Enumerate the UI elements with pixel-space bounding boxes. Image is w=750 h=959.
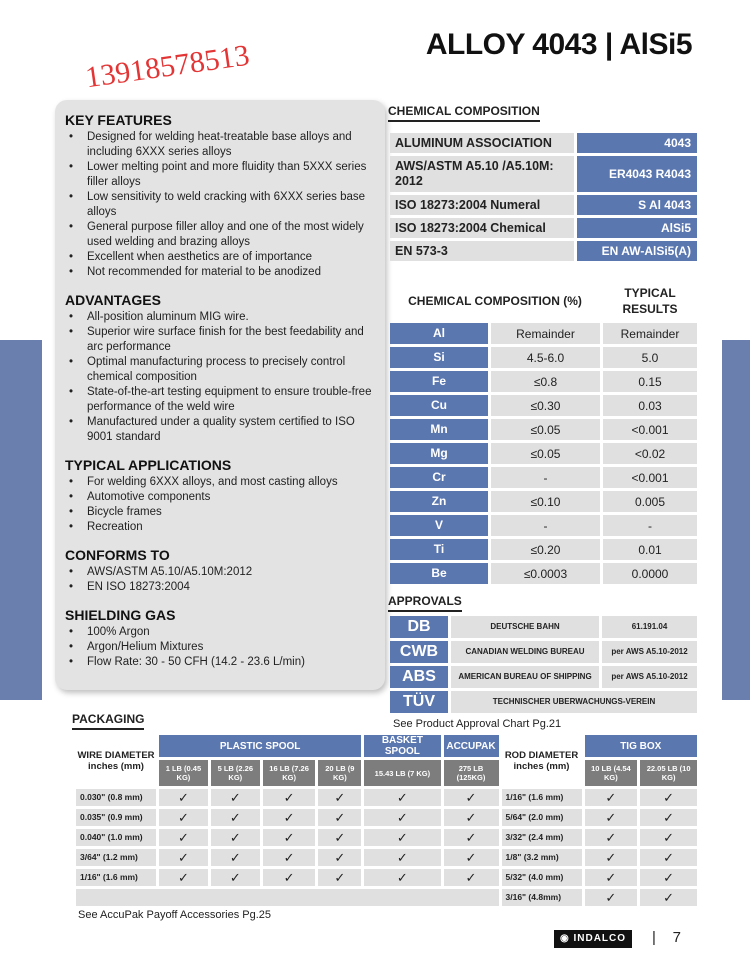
element: V	[390, 515, 488, 536]
element: Cu	[390, 395, 488, 416]
table-row	[76, 849, 697, 866]
rod-diameter: 5/32" (4.0 mm)	[502, 869, 582, 886]
list-item: • Excellent when aesthetics are of importance	[65, 250, 375, 265]
composition-range: ≤0.8	[491, 371, 600, 392]
typical-result: <0.001	[603, 419, 697, 440]
group-plastic: PLASTIC SPOOL	[159, 735, 361, 757]
list-item: • Manufactured under a quality system certified to ISO 9001 standard	[65, 415, 375, 445]
check-icon: ✓	[364, 789, 440, 806]
table-row	[390, 195, 697, 215]
check-icon: ✓	[640, 869, 697, 886]
table-row	[390, 443, 697, 464]
check-icon: ✓	[640, 849, 697, 866]
list-item: • Bicycle frames	[65, 505, 375, 520]
table-row	[390, 241, 697, 261]
composition-range: 4.5-6.0	[491, 347, 600, 368]
table-row	[76, 809, 697, 826]
packaging-note: See AccuPak Payoff Accessories Pg.25	[78, 909, 272, 921]
approval-code: TÜV	[390, 691, 448, 713]
table-row	[390, 691, 697, 713]
element: Mg	[390, 443, 488, 464]
spec-label: EN 573-3	[390, 241, 574, 261]
check-icon: ✓	[585, 849, 638, 866]
approval-code: ABS	[390, 666, 448, 688]
list-item: • Recreation	[65, 520, 375, 535]
check-icon: ✓	[640, 809, 697, 826]
list-item: • Automotive components	[65, 490, 375, 505]
composition-range: Remainder	[491, 323, 600, 344]
list-item: • For welding 6XXX alloys, and most casting alloys	[65, 475, 375, 490]
spec-value: ER4043 R4043	[577, 156, 697, 192]
table-row	[390, 347, 697, 368]
table-row	[390, 467, 697, 488]
spec-value: S Al 4043	[577, 195, 697, 215]
table-row	[390, 491, 697, 512]
check-icon: ✓	[444, 849, 499, 866]
section-heading: CONFORMS TO	[65, 547, 170, 563]
section-heading: KEY FEATURES	[65, 112, 172, 128]
size-header: 16 LB (7.26 KG)	[263, 760, 316, 786]
check-icon: ✓	[364, 829, 440, 846]
rod-diameter: 1/8" (3.2 mm)	[502, 849, 582, 866]
group-basket: BASKET SPOOL	[364, 735, 440, 757]
spec-value: AlSi5	[577, 218, 697, 238]
check-icon: ✓	[159, 849, 208, 866]
packaging-table	[73, 732, 700, 909]
typical-result: 0.15	[603, 371, 697, 392]
typical-result: Remainder	[603, 323, 697, 344]
table-row	[390, 218, 697, 238]
check-icon: ✓	[263, 849, 316, 866]
wire-header: WIRE DIAMETER inches (mm)	[76, 735, 156, 786]
page-number-value: 7	[672, 929, 681, 946]
approvals-heading: APPROVALS	[388, 594, 462, 612]
typical-result: 5.0	[603, 347, 697, 368]
table-row	[390, 563, 697, 584]
approval-body: AMERICAN BUREAU OF SHIPPING	[451, 666, 599, 688]
size-header: 275 LB (125KG)	[444, 760, 499, 786]
approvals-note: See Product Approval Chart Pg.21	[393, 718, 562, 730]
element: Ti	[390, 539, 488, 560]
spec-label: AWS/ASTM A5.10 /A5.10M: 2012	[390, 156, 574, 192]
list-item: • All-position aluminum MIG wire.	[65, 310, 375, 325]
list-item: • Lower melting point and more fluidity than 5XXX series filler alloys	[65, 160, 375, 190]
element: Al	[390, 323, 488, 344]
element: Fe	[390, 371, 488, 392]
page-title: ALLOY 4043 | AlSi5	[425, 28, 692, 61]
col-composition: CHEMICAL COMPOSITION (%)	[408, 294, 582, 308]
check-icon: ✓	[159, 789, 208, 806]
check-icon: ✓	[318, 809, 361, 826]
size-header: 15.43 LB (7 KG)	[364, 760, 440, 786]
check-icon: ✓	[211, 849, 260, 866]
element: Mn	[390, 419, 488, 440]
check-icon: ✓	[585, 829, 638, 846]
list-item: • Designed for welding heat-treatable base alloys and including 6XXX series alloys	[65, 130, 375, 160]
rod-diameter: 5/64" (2.0 mm)	[502, 809, 582, 826]
check-icon: ✓	[211, 829, 260, 846]
list-item: • Low sensitivity to weld cracking with 6XXX series base alloys	[65, 190, 375, 220]
check-icon: ✓	[585, 889, 638, 906]
check-icon: ✓	[585, 869, 638, 886]
table-row	[390, 133, 697, 153]
table-row	[390, 323, 697, 344]
check-icon: ✓	[364, 869, 440, 886]
table-row	[390, 666, 697, 688]
size-header: 5 LB (2.26 KG)	[211, 760, 260, 786]
feature-list	[65, 565, 375, 595]
wire-diameter: 1/16" (1.6 mm)	[76, 869, 156, 886]
table-row	[390, 395, 697, 416]
spec-label: ISO 18273:2004 Numeral	[390, 195, 574, 215]
rod-diameter: 3/32" (2.4 mm)	[502, 829, 582, 846]
approval-body: DEUTSCHE BAHN	[451, 616, 599, 638]
check-icon: ✓	[159, 829, 208, 846]
approvals-table	[387, 613, 700, 716]
size-header: 1 LB (0.45 KG)	[159, 760, 208, 786]
feature-list	[65, 130, 375, 280]
check-icon: ✓	[263, 809, 316, 826]
check-icon: ✓	[444, 789, 499, 806]
list-item: • Not recommended for material to be anodized	[65, 265, 375, 280]
check-icon: ✓	[444, 809, 499, 826]
element: Be	[390, 563, 488, 584]
section-heading: TYPICAL APPLICATIONS	[65, 457, 232, 473]
section-heading: SHIELDING GAS	[65, 607, 176, 623]
typical-result: <0.02	[603, 443, 697, 464]
table-row	[390, 156, 697, 192]
composition-range: ≤0.10	[491, 491, 600, 512]
section-heading: ADVANTAGES	[65, 292, 161, 308]
table-header	[76, 735, 697, 757]
approval-code: CWB	[390, 641, 448, 663]
composition-range: ≤0.20	[491, 539, 600, 560]
rod-header: ROD DIAMETER inches (mm)	[502, 735, 582, 786]
typical-result: 0.0000	[603, 563, 697, 584]
check-icon: ✓	[318, 869, 361, 886]
table-row	[76, 789, 697, 806]
table-row	[390, 539, 697, 560]
element: Cr	[390, 467, 488, 488]
composition-range: -	[491, 467, 600, 488]
size-row	[76, 760, 697, 786]
list-item: • State-of-the-art testing equipment to ensure trouble-free performance of the weld wire	[65, 385, 375, 415]
composition-table	[387, 279, 700, 587]
element: Zn	[390, 491, 488, 512]
group-tig: TIG BOX	[585, 735, 698, 757]
rod-diameter: 3/16" (4.8mm)	[502, 889, 582, 906]
list-item: • Superior wire surface finish for the best feedability and arc performance	[65, 325, 375, 355]
spec-label: ISO 18273:2004 Chemical	[390, 218, 574, 238]
check-icon: ✓	[211, 789, 260, 806]
list-item: • 100% Argon	[65, 625, 375, 640]
chemical-table	[387, 130, 700, 264]
check-icon: ✓	[364, 809, 440, 826]
check-icon: ✓	[159, 809, 208, 826]
approval-ref: per AWS A5.10-2012	[602, 666, 697, 688]
typical-result: -	[603, 515, 697, 536]
tig-size-header: 10 LB (4.54 KG)	[585, 760, 638, 786]
table-row	[390, 419, 697, 440]
check-icon: ✓	[444, 829, 499, 846]
typical-result: 0.01	[603, 539, 697, 560]
table-row	[390, 371, 697, 392]
check-icon: ✓	[263, 829, 316, 846]
col-typical: TYPICAL RESULTS	[622, 286, 678, 316]
group-accupak: ACCUPAK	[444, 735, 499, 757]
check-icon: ✓	[640, 889, 697, 906]
wire-diameter: 0.030" (0.8 mm)	[76, 789, 156, 806]
table-row	[76, 869, 697, 886]
table-row	[390, 641, 697, 663]
check-icon: ✓	[444, 869, 499, 886]
table-row	[390, 515, 697, 536]
check-icon: ✓	[318, 829, 361, 846]
check-icon: ✓	[640, 789, 697, 806]
approval-code: DB	[390, 616, 448, 638]
check-icon: ✓	[211, 869, 260, 886]
check-icon: ✓	[640, 829, 697, 846]
composition-range: -	[491, 515, 600, 536]
list-item: • Argon/Helium Mixtures	[65, 640, 375, 655]
list-item: • Optimal manufacturing process to precisely control chemical composition	[65, 355, 375, 385]
typical-result: <0.001	[603, 467, 697, 488]
tig-size-header: 22.05 LB (10 KG)	[640, 760, 697, 786]
element: Si	[390, 347, 488, 368]
size-header: 20 LB (9 KG)	[318, 760, 361, 786]
table-header	[390, 282, 697, 320]
check-icon: ✓	[318, 849, 361, 866]
spec-value: 4043	[577, 133, 697, 153]
chemical-heading: CHEMICAL COMPOSITION	[388, 104, 540, 122]
feature-list	[65, 475, 375, 535]
table-row	[76, 829, 697, 846]
list-item: • General purpose filler alloy and one of the most widely used welding and brazing alloys	[65, 220, 375, 250]
typical-result: 0.03	[603, 395, 697, 416]
features-panel	[55, 100, 385, 690]
composition-range: ≤0.05	[491, 419, 600, 440]
packaging-section	[73, 732, 700, 922]
check-icon: ✓	[263, 789, 316, 806]
list-item: • Flow Rate: 30 - 50 CFH (14.2 - 23.6 L/min)	[65, 655, 375, 670]
check-icon: ✓	[211, 809, 260, 826]
packaging-heading: PACKAGING	[72, 712, 144, 730]
feature-list	[65, 625, 375, 670]
list-item: • AWS/ASTM A5.10/A5.10M:2012	[65, 565, 375, 580]
approval-body: TECHNISCHER UBERWACHUNGS-VEREIN	[451, 691, 697, 713]
watermark: 13918578513	[83, 38, 252, 95]
approval-ref: 61.191.04	[602, 616, 697, 638]
check-icon: ✓	[585, 809, 638, 826]
page-number: | 7	[652, 929, 681, 946]
approval-body: CANADIAN WELDING BUREAU	[451, 641, 599, 663]
table-row	[390, 616, 697, 638]
typical-result: 0.005	[603, 491, 697, 512]
check-icon: ✓	[585, 789, 638, 806]
check-icon: ✓	[159, 869, 208, 886]
wire-diameter: 0.035" (0.9 mm)	[76, 809, 156, 826]
composition-range: ≤0.05	[491, 443, 600, 464]
list-item: • EN ISO 18273:2004	[65, 580, 375, 595]
rod-diameter: 1/16" (1.6 mm)	[502, 789, 582, 806]
wire-diameter: 0.040" (1.0 mm)	[76, 829, 156, 846]
check-icon: ✓	[318, 789, 361, 806]
indalco-logo: ◉ INDALCO	[554, 930, 632, 948]
feature-list	[65, 310, 375, 445]
spec-value: EN AW-AlSi5(A)	[577, 241, 697, 261]
empty-cell	[76, 889, 499, 906]
table-row	[76, 889, 697, 906]
check-icon: ✓	[263, 869, 316, 886]
wire-diameter: 3/64" (1.2 mm)	[76, 849, 156, 866]
composition-range: ≤0.0003	[491, 563, 600, 584]
check-icon: ✓	[364, 849, 440, 866]
spec-label: ALUMINUM ASSOCIATION	[390, 133, 574, 153]
composition-range: ≤0.30	[491, 395, 600, 416]
approval-ref: per AWS A5.10-2012	[602, 641, 697, 663]
